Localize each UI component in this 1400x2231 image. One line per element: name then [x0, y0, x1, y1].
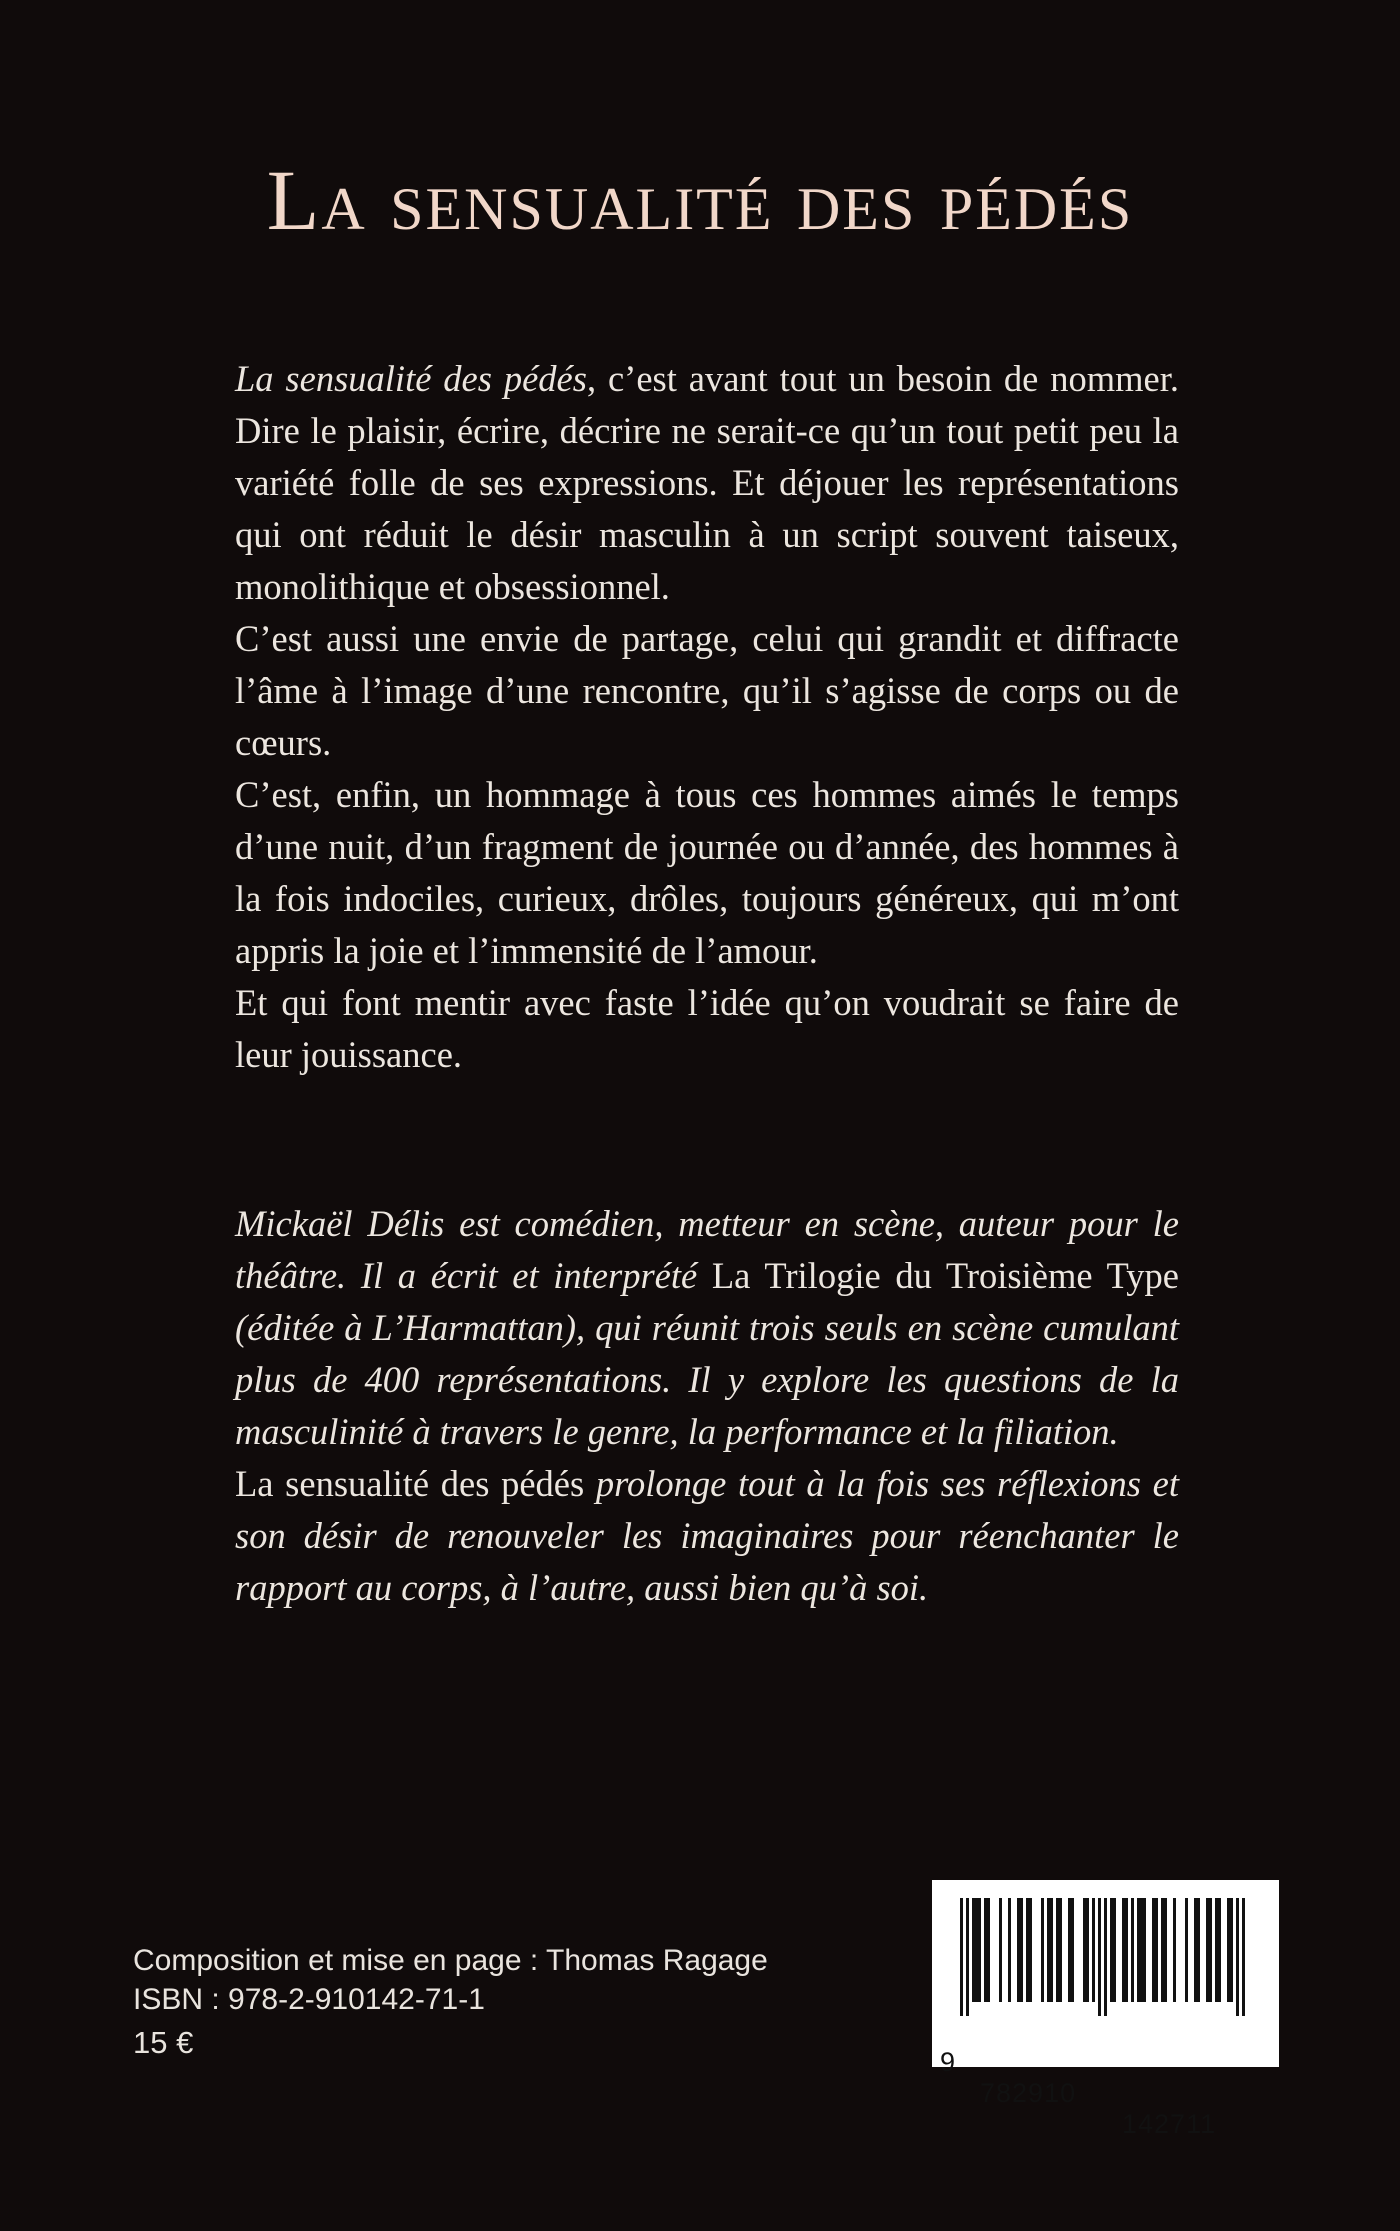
barcode-bars [960, 1898, 1251, 2016]
barcode-bar [1140, 1898, 1143, 2002]
barcode-bar [1068, 1898, 1071, 2002]
barcode-bar [975, 1898, 978, 2002]
barcode-guard-bar [1098, 1898, 1101, 2016]
book-title: La sensualité des pédés [266, 152, 1134, 248]
barcode-bar [1164, 1898, 1167, 2002]
price: 15 € [133, 2025, 194, 2060]
barcode-bar [1092, 1898, 1095, 2002]
bio-work-title: La Trilogie du Troisième Type [711, 1255, 1179, 1296]
barcode-bar [1059, 1898, 1062, 2002]
barcode-bar [1017, 1898, 1020, 2002]
barcode-bar [1185, 1898, 1188, 2002]
barcode [932, 1880, 1279, 2139]
barcode-guard-bar [1104, 1898, 1107, 2016]
author-bio [235, 1198, 1179, 1614]
blurb-paragraph [235, 353, 1179, 613]
barcode-guard-bar [960, 1898, 963, 2016]
barcode-guard-bar [966, 1898, 969, 2016]
barcode-bar [1041, 1898, 1044, 2002]
barcode-guard-bar [1236, 1898, 1239, 2016]
barcode-bar [1152, 1898, 1155, 2002]
barcode-bar [1161, 1898, 1164, 2002]
barcode-bar [1197, 1898, 1200, 2002]
isbn: ISBN : 978-2-910142-71-1 [133, 1983, 485, 2016]
blurb-paragraph: Et qui font mentir avec faste l’idée qu’on voudrait se faire de leur jouissance. [235, 982, 1179, 1075]
blurb-paragraph: C’est aussi une envie de partage, celui qui grandit et diffracte l’âme à l’image d’une rencontre, qu’il s’agisse de corps ou de cœurs. [235, 618, 1179, 763]
bio-text: prolonge tout à la fois ses réflexions et son désir de renouveler les imaginaires pour réenchanter le rapport au corps, à l’autre, aussi bien qu’à soi. [235, 1463, 1179, 1608]
barcode-bar [1110, 1898, 1113, 2002]
barcode-bar [987, 1898, 990, 2002]
barcode-bar [1086, 1898, 1089, 2002]
bio-book-title: La sensualité des pédés [235, 1463, 585, 1504]
barcode-bar [984, 1898, 987, 2002]
barcode-bar [1131, 1898, 1134, 2002]
colophon [133, 1941, 768, 2062]
barcode-bar [972, 1898, 975, 2002]
book-blurb [235, 353, 1179, 1081]
barcode-right-group: 142711 [1122, 2109, 1217, 2139]
barcode-guard-bar [1242, 1898, 1245, 2016]
barcode-bar [1113, 1898, 1116, 2002]
bio-text: Mickaël Délis est comédien, metteur en scène, auteur pour le théâtre. Il a écrit et interprété [235, 1203, 1179, 1296]
barcode-bar [1047, 1898, 1050, 2002]
barcode-bar [1020, 1898, 1023, 2002]
barcode-bar [1083, 1898, 1086, 2002]
barcode-bar [1071, 1898, 1074, 2002]
barcode-bar [999, 1898, 1002, 2002]
blurb-paragraph: C’est, enfin, un hommage à tous ces hommes aimés le temps d’une nuit, d’un fragment de journée ou d’année, des hommes à la fois indociles, curieux, drôles, toujours généreux, qui m’ont appris la joie et l’immensité de l’amour. [235, 774, 1179, 971]
barcode-bar [978, 1898, 981, 2002]
barcode-digits [932, 2016, 1279, 2171]
barcode-bar [1056, 1898, 1059, 2002]
barcode-left-group: 782910 [980, 2078, 1077, 2108]
barcode-bar [1218, 1898, 1221, 2002]
barcode-bar [1143, 1898, 1146, 2002]
composition-credit: Composition et mise en page : Thomas Ragage [133, 1944, 768, 1977]
bio-paragraph [235, 1458, 1179, 1614]
barcode-bar [1215, 1898, 1218, 2002]
barcode-bar [1137, 1898, 1140, 2002]
barcode-bar [1227, 1898, 1230, 2002]
barcode-bar [1206, 1898, 1209, 2002]
barcode-bar [1029, 1898, 1032, 2002]
barcode-bar [1050, 1898, 1053, 2002]
barcode-bar [1122, 1898, 1125, 2002]
barcode-bar [1008, 1898, 1011, 2002]
barcode-bar [1194, 1898, 1197, 2002]
barcode-bar [1209, 1898, 1212, 2002]
bio-text: (éditée à L’Harmattan), qui réunit trois seuls en scène cumulant plus de 400 représentations. Il y explore les questions de la masculinité à travers le genre, la performance et la filiation. [235, 1307, 1179, 1452]
blurb-paragraph-1-text: , c’est avant tout un besoin de nommer. Dire le plaisir, écrire, décrire ne serait-ce qu’un tout petit peu la variété folle de ses expressions. Et déjouer les représentations qui ont réduit le désir masculin à un script souvent taiseux, monolithique et obsessionnel. [235, 358, 1179, 607]
barcode-first-digit: 9 [940, 2047, 957, 2077]
barcode-bar [1026, 1898, 1029, 2002]
barcode-bar [1173, 1898, 1176, 2002]
bio-paragraph [235, 1198, 1179, 1458]
barcode-bar [1155, 1898, 1158, 2002]
barcode-bar [1125, 1898, 1128, 2002]
barcode-bar [1230, 1898, 1233, 2002]
blurb-title-mention: La sensualité des pédés [235, 358, 587, 399]
